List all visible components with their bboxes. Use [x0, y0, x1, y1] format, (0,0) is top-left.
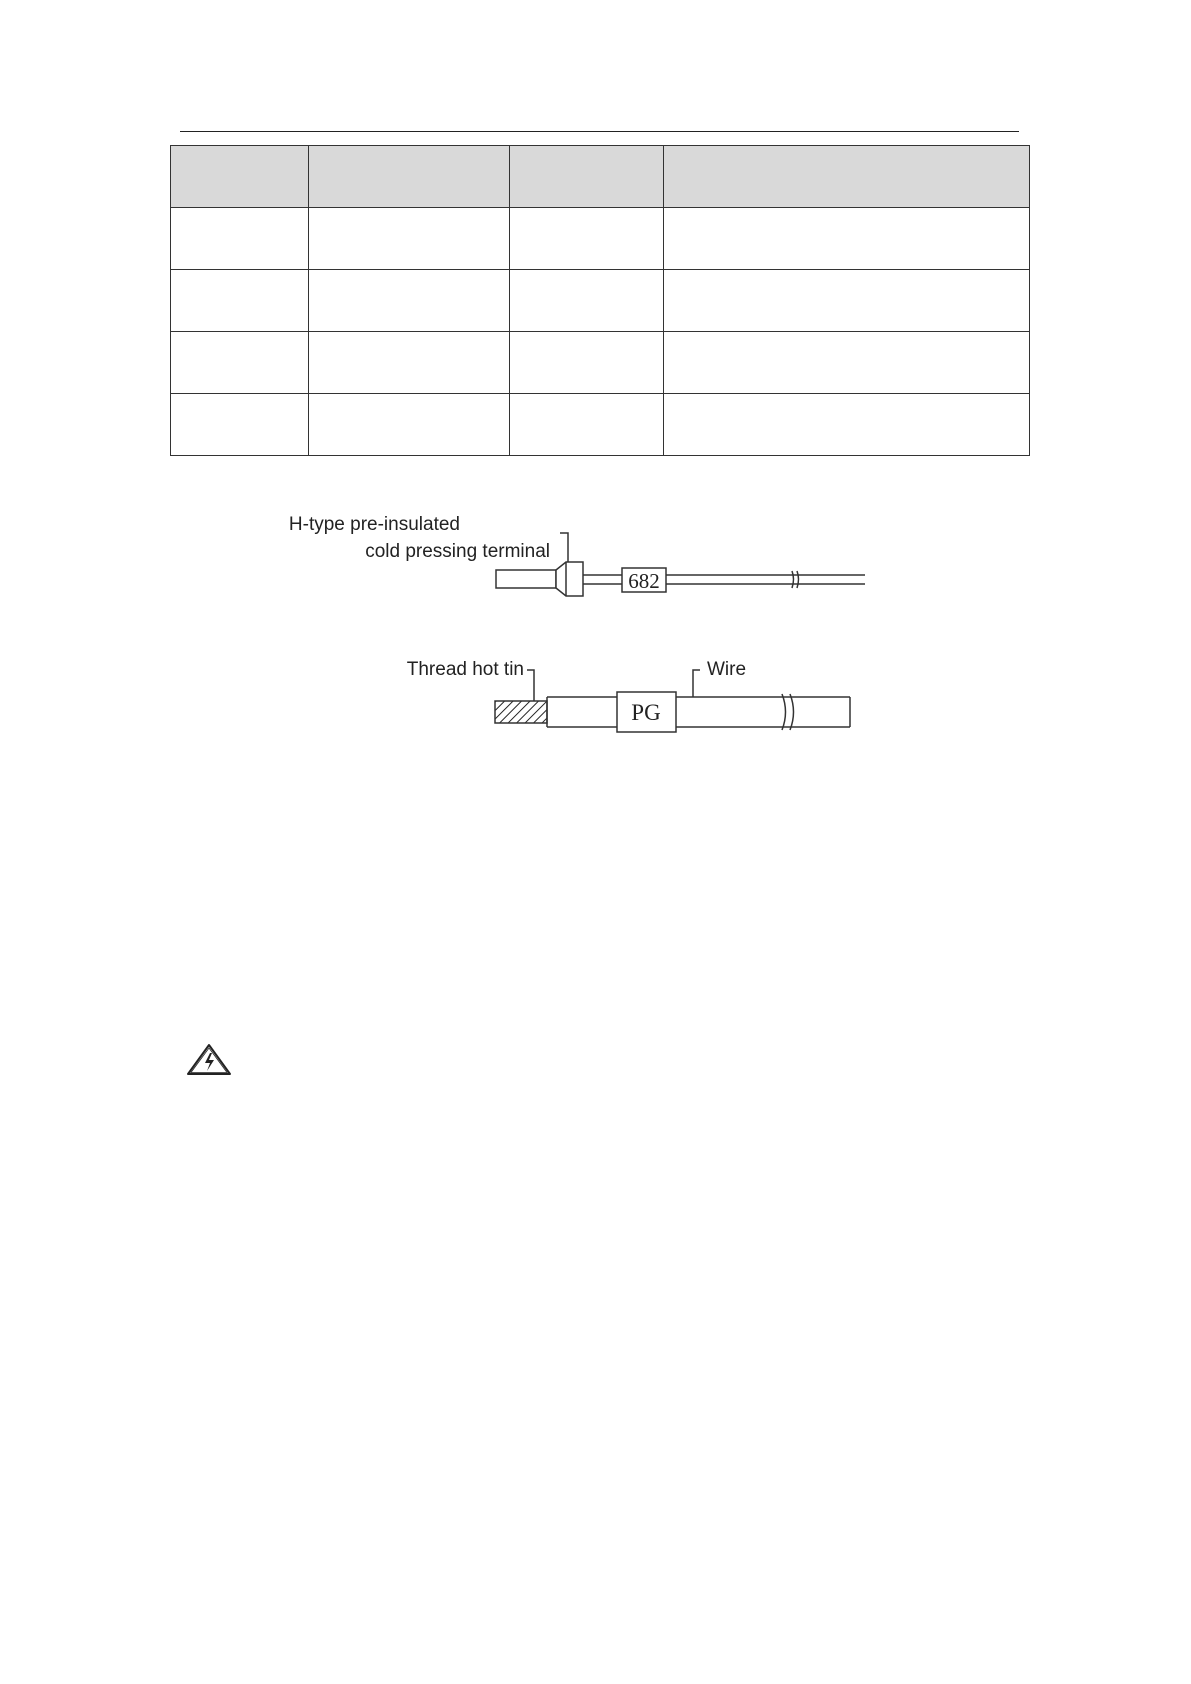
- tinned-strand-end: [495, 701, 547, 723]
- top-label-line2: cold pressing terminal: [365, 541, 550, 562]
- bottom-break-mark-2: [790, 694, 794, 730]
- high-voltage-warning-icon: [186, 1043, 232, 1076]
- top-label-line1: H-type pre-insulated: [288, 514, 460, 535]
- top-break-mark-1: [792, 571, 794, 588]
- bottom-label-left: Thread hot tin: [406, 659, 524, 680]
- top-leader-line: [560, 533, 568, 562]
- bottom-wire-marker-text: PG: [631, 700, 661, 725]
- bottom-right-leader: [693, 670, 700, 697]
- terminal-collar: [556, 562, 583, 596]
- ferrule-pin: [496, 570, 556, 588]
- top-wire-diagram: [496, 533, 865, 596]
- bottom-break-mark-1: [782, 694, 786, 730]
- bottom-left-leader: [527, 670, 534, 701]
- top-break-mark-2: [797, 571, 799, 588]
- top-wire-marker-text: 682: [628, 569, 660, 593]
- wire-terminal-diagram: [0, 0, 1191, 760]
- bottom-label-right: Wire: [707, 659, 747, 680]
- bottom-wire-diagram: [495, 670, 850, 732]
